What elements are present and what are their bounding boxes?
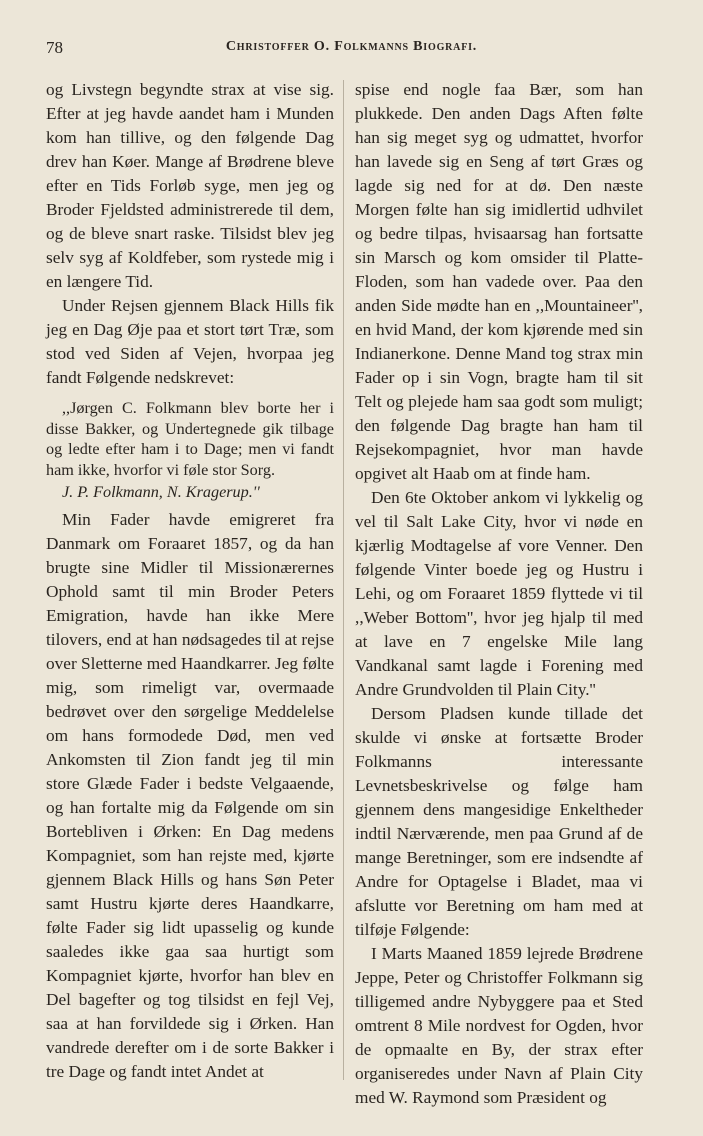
inscription-quote: ,,Jørgen C. Folkmann blev borte her i disse Bakker, og Undertegnede gik tilbage og ledte efter ham i to Dage; men vi fandt ham ikke, hvorfor vi føle stor Sorg. xyxy=(46,399,334,479)
right-column xyxy=(355,78,643,1110)
paragraph: spise end nogle faa Bær, som han plukkede. Den anden Dags Aften følte han sig meget syg og udmattet, hvorfor han lavede sig en Seng af tørt Græs og lagde sig ned for at dø. Den næste Morgen følte han sig imidlertid udhvilet og bedre tilpas, hvisaarsag han fortsatte sin Marsch og kom omsider til Platte-Floden, som han vadede over. Paa den anden Side mødte han en ,,Mountaineer'', en hvid Mand, der kom kjørende med sin Indianerkone. Denne Mand tog strax min Fader op i sin Vogn, bragte ham til sit Telt og plejede ham saa godt som muligt; den følgende Dag bragte han ham til Rejsekompagniet, hvor man havde opgivet alt Haab om at finde ham. xyxy=(355,80,643,483)
inscription-signature xyxy=(46,480,334,504)
paragraph: Under Rejsen gjennem Black Hills fik jeg en Dag Øje paa et stort tørt Træ, som stod ved Siden af Vejen, hvorpaa jeg fandt Følgende nedskrevet: xyxy=(46,296,334,387)
left-column xyxy=(46,78,334,1084)
paragraph: Den 6te Oktober ankom vi lykkelig og vel til Salt Lake City, hvor vi nøde en kjærlig Modtagelse af vore Venner. Den følgende Vinter boede jeg og Hustru i Lehi, og om Foraaret 1859 flyttede vi til ,,Weber Bottom'', hvor jeg hjalp til med at lave en 7 engelske Mile lang Vandkanal samt lagde i Forening med Andre Grundvolden til Plain City.'' xyxy=(355,488,643,699)
signature-text: J. P. Folkmann, N. Kragerup.'' xyxy=(62,483,260,502)
column-divider xyxy=(343,80,344,1080)
page-number: 78 xyxy=(46,38,63,57)
paragraph: og Livstegn begyndte strax at vise sig. Efter at jeg havde aandet ham i Munden kom han tillive, og den følgende Dag drev han Køer. Mange af Brødrene bleve efter en Tids Forløb syge, men jeg og Broder Fjeldsted administrerede til dem, og de bleve snart raske. Tilsidst blev jeg selv syg af Koldfeber, som rystede mig i en længere Tid. xyxy=(46,80,334,291)
running-title: Christoffer O. Folkmanns Biografi. xyxy=(225,39,478,54)
paragraph: I Marts Maaned 1859 lejrede Brødrene Jeppe, Peter og Christoffer Folkmann sig tilligemed andre Nybyggere paa et Sted omtrent 8 Mile nordvest for Ogden, hvor de opmaalte en By, der strax efter organiseredes under Navn af Plain City med W. Raymond som Præsident og xyxy=(355,944,643,1107)
paragraph: Dersom Pladsen kunde tillade det skulde vi ønske at fortsætte Broder Folkmanns interessante Levnetsbeskrivelse og følge ham gjennem dens mangesidige Enkeltheder indtil Nærværende, men paa Grund af de mange Beretninger, som ere indsendte af Andre for Optagelse i Bladet, maa vi afslutte vor Beretning om ham med at tilføje Følgende: xyxy=(355,704,643,939)
paragraph: Min Fader havde emigreret fra Danmark om Foraaret 1857, og da han brugte sine Midler til Missionærernes Ophold samt til min Broder Peters Emigration, havde han ikke Mere tilovers, end at han nødsagedes til at rejse over Sletterne med Haandkarrer. Jeg følte mig, som rimeligt var, overmaade bedrøvet over den sørgelige Meddelelse om hans formodede Død, men ved Ankomsten til Zion fandt jeg til min store Glæde Fader i bedste Velgaaende, og han fortalte mig da Følgende om sin Bortebliven i Ørken: En Dag medens Kompagniet, som han rejste med, kjørte gjennem Black Hills og hans Søn Peter samt Hustru kjørte deres Haandkarre, følte Fader sig lidt upasselig og kunde saaledes ikke gaa saa hurtigt som Kompagniet kjørte, hvorfor han blev en Del bagefter og tog tilsidst en fejl Vej, saa at han forvildede sig i Ørken. Han vandrede derefter om i de sorte Bakker i tre Dage og fandt intet Andet at xyxy=(46,510,334,1082)
page-header xyxy=(46,38,657,62)
